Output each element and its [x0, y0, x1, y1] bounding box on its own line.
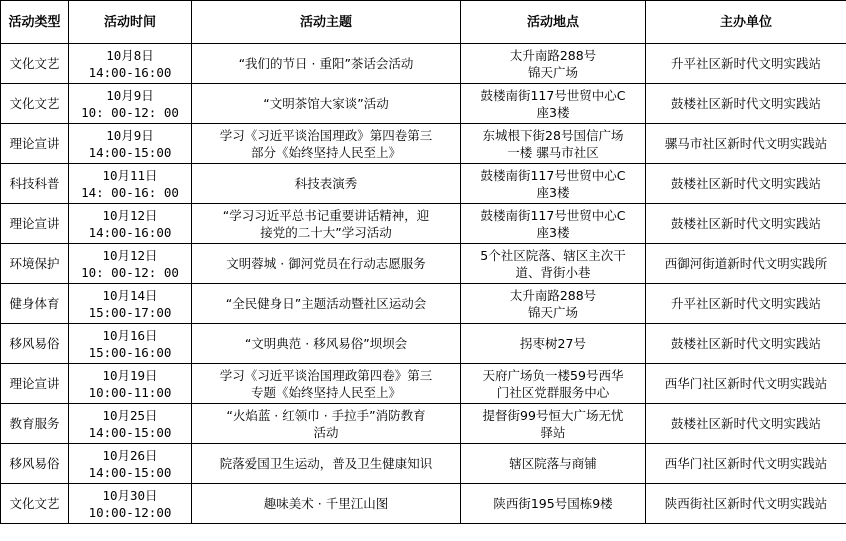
- place-line: 门社区党群服务中心: [496, 384, 610, 400]
- cell-activity-place: [461, 84, 646, 124]
- cell-organizer: 陕西街社区新时代文明实践站: [646, 484, 846, 524]
- cell-activity-topic: [192, 204, 461, 244]
- header-type: 活动类型: [1, 1, 69, 44]
- activity-hours: 14:00-16:00: [88, 224, 172, 240]
- cell-activity-time: [69, 84, 192, 124]
- place-line: 鼓楼南街117号世贸中心C: [480, 167, 626, 183]
- place-line: 陕西街195号国栋9楼: [493, 496, 613, 511]
- place-line: 座3楼: [536, 184, 570, 200]
- cell-activity-place: [461, 364, 646, 404]
- table-body: [1, 44, 846, 524]
- topic-line: “文明典范 · 移风易俗”坝坝会: [244, 336, 408, 351]
- table-row: [1, 204, 846, 244]
- place-line: 鼓楼南街117号世贸中心C: [480, 87, 626, 103]
- activity-date: 10月14日: [102, 287, 158, 303]
- cell-activity-type: 健身体育: [1, 284, 69, 324]
- cell-activity-place: [461, 444, 646, 484]
- cell-organizer: 西御河街道新时代文明实践所: [646, 244, 846, 284]
- place-line: 太升南路288号: [509, 287, 597, 303]
- cell-activity-type: 理论宣讲: [1, 124, 69, 164]
- activity-hours: 14:00-15:00: [88, 424, 172, 440]
- cell-organizer: 升平社区新时代文明实践站: [646, 44, 846, 84]
- activity-hours: 10: 00-12: 00: [81, 264, 179, 280]
- cell-activity-time: [69, 44, 192, 84]
- cell-activity-topic: [192, 84, 461, 124]
- cell-activity-place: [461, 204, 646, 244]
- topic-line: “文明茶馆大家谈”活动: [263, 96, 389, 111]
- cell-activity-topic: [192, 244, 461, 284]
- place-line: 太升南路288号: [509, 47, 597, 63]
- cell-activity-type: 理论宣讲: [1, 364, 69, 404]
- topic-line: 部分《始终坚持人民至上》: [250, 144, 401, 160]
- cell-activity-type: 文化文艺: [1, 44, 69, 84]
- header-org: 主办单位: [646, 1, 846, 44]
- activity-hours: 15:00-17:00: [88, 304, 172, 320]
- table-row: [1, 44, 846, 84]
- topic-line: 科技表演秀: [294, 176, 358, 191]
- activity-date: 10月11日: [102, 167, 158, 183]
- table-row: [1, 404, 846, 444]
- cell-organizer: 鼓楼社区新时代文明实践站: [646, 164, 846, 204]
- cell-activity-place: [461, 44, 646, 84]
- cell-activity-place: [461, 284, 646, 324]
- table-row: [1, 444, 846, 484]
- table-row: [1, 484, 846, 524]
- cell-organizer: 鼓楼社区新时代文明实践站: [646, 324, 846, 364]
- topic-line: 学习《习近平谈治国理政》第四卷第三: [219, 127, 433, 143]
- activity-date: 10月19日: [102, 367, 158, 383]
- cell-activity-place: [461, 324, 646, 364]
- cell-activity-time: [69, 324, 192, 364]
- cell-activity-time: [69, 164, 192, 204]
- cell-activity-topic: [192, 324, 461, 364]
- cell-organizer: 鼓楼社区新时代文明实践站: [646, 204, 846, 244]
- table-row: [1, 324, 846, 364]
- cell-activity-time: [69, 404, 192, 444]
- cell-activity-time: [69, 484, 192, 524]
- header-place: 活动地点: [461, 1, 646, 44]
- place-line: 鼓楼南街117号世贸中心C: [480, 207, 626, 223]
- cell-activity-place: [461, 164, 646, 204]
- topic-line: 文明蓉城 · 御河党员在行动志愿服务: [226, 256, 426, 271]
- place-line: 座3楼: [536, 104, 570, 120]
- cell-activity-type: 环境保护: [1, 244, 69, 284]
- activity-hours: 15:00-16:00: [88, 344, 172, 360]
- cell-activity-type: 移风易俗: [1, 324, 69, 364]
- place-line: 一楼 骡马市社区: [507, 144, 599, 160]
- cell-activity-time: [69, 244, 192, 284]
- topic-line: “学习习近平总书记重要讲话精神，迎: [222, 207, 430, 223]
- cell-activity-type: 移风易俗: [1, 444, 69, 484]
- cell-activity-topic: [192, 124, 461, 164]
- header-topic: 活动主题: [192, 1, 461, 44]
- activity-hours: 14: 00-16: 00: [81, 184, 179, 200]
- cell-activity-topic: [192, 444, 461, 484]
- cell-activity-type: 文化文艺: [1, 484, 69, 524]
- topic-line: 学习《习近平谈治国理政第四卷》第三: [219, 367, 433, 383]
- activity-hours: 14:00-15:00: [88, 464, 172, 480]
- cell-organizer: 骡马市社区新时代文明实践站: [646, 124, 846, 164]
- cell-activity-time: [69, 444, 192, 484]
- topic-line: 活动: [313, 424, 339, 440]
- cell-activity-time: [69, 124, 192, 164]
- place-line: 锦天广场: [527, 64, 578, 80]
- cell-activity-time: [69, 204, 192, 244]
- cell-activity-type: 理论宣讲: [1, 204, 69, 244]
- activity-hours: 14:00-16:00: [88, 64, 172, 80]
- activity-date: 10月12日: [102, 247, 158, 263]
- cell-activity-topic: [192, 484, 461, 524]
- cell-activity-type: 文化文艺: [1, 84, 69, 124]
- cell-activity-topic: [192, 44, 461, 84]
- place-line: 道、背街小巷: [515, 264, 591, 280]
- activity-hours: 10:00-12:00: [88, 504, 172, 520]
- activity-hours: 10: 00-12: 00: [81, 104, 179, 120]
- cell-activity-place: [461, 484, 646, 524]
- topic-line: 专题《始终坚持人民至上》: [250, 384, 401, 400]
- activity-date: 10月9日: [106, 87, 154, 103]
- cell-activity-topic: [192, 164, 461, 204]
- table-row: [1, 164, 846, 204]
- cell-activity-topic: [192, 404, 461, 444]
- cell-activity-topic: [192, 284, 461, 324]
- place-line: 天府广场负一楼59号西华: [482, 367, 624, 383]
- place-line: 座3楼: [536, 224, 570, 240]
- table-row: [1, 284, 846, 324]
- cell-activity-type: 科技科普: [1, 164, 69, 204]
- activity-date: 10月30日: [102, 487, 158, 503]
- cell-activity-place: [461, 124, 646, 164]
- place-line: 驿站: [540, 424, 566, 440]
- activity-date: 10月9日: [106, 127, 154, 143]
- activity-date: 10月12日: [102, 207, 158, 223]
- header-row: [1, 1, 846, 44]
- cell-activity-time: [69, 284, 192, 324]
- place-line: 5个社区院落、辖区主次干: [480, 247, 626, 263]
- table-row: [1, 84, 846, 124]
- place-line: 锦天广场: [527, 304, 578, 320]
- activity-hours: 10:00-11:00: [88, 384, 172, 400]
- cell-activity-topic: [192, 364, 461, 404]
- activity-date: 10月25日: [102, 407, 158, 423]
- topic-line: “我们的节日 · 重阳”茶话会活动: [238, 56, 414, 71]
- topic-line: 院落爱国卫生运动，普及卫生健康知识: [219, 456, 433, 471]
- table-row: [1, 244, 846, 284]
- topic-line: 接党的二十大”学习活动: [260, 224, 392, 240]
- cell-organizer: 西华门社区新时代文明实践站: [646, 444, 846, 484]
- place-line: 拐枣树27号: [520, 336, 586, 351]
- cell-organizer: 西华门社区新时代文明实践站: [646, 364, 846, 404]
- topic-line: “全民健身日”主题活动暨社区运动会: [225, 296, 427, 311]
- activity-date: 10月8日: [106, 47, 154, 63]
- activity-hours: 14:00-15:00: [88, 144, 172, 160]
- cell-organizer: 鼓楼社区新时代文明实践站: [646, 84, 846, 124]
- cell-activity-time: [69, 364, 192, 404]
- place-line: 辖区院落与商铺: [509, 456, 597, 471]
- activity-date: 10月16日: [102, 327, 158, 343]
- cell-organizer: 升平社区新时代文明实践站: [646, 284, 846, 324]
- cell-activity-type: 教育服务: [1, 404, 69, 444]
- place-line: 提督街99号恒大广场无忧: [482, 407, 624, 423]
- cell-activity-place: [461, 404, 646, 444]
- activity-date: 10月26日: [102, 447, 158, 463]
- table-row: [1, 364, 846, 404]
- header-time: 活动时间: [69, 1, 192, 44]
- topic-line: “火焰蓝 · 红领巾 · 手拉手”消防教育: [226, 407, 426, 423]
- cell-activity-place: [461, 244, 646, 284]
- place-line: 东城根下街28号国信广场: [482, 127, 624, 143]
- topic-line: 趣味美术 · 千里江山图: [263, 496, 389, 511]
- cell-organizer: 鼓楼社区新时代文明实践站: [646, 404, 846, 444]
- table-row: [1, 124, 846, 164]
